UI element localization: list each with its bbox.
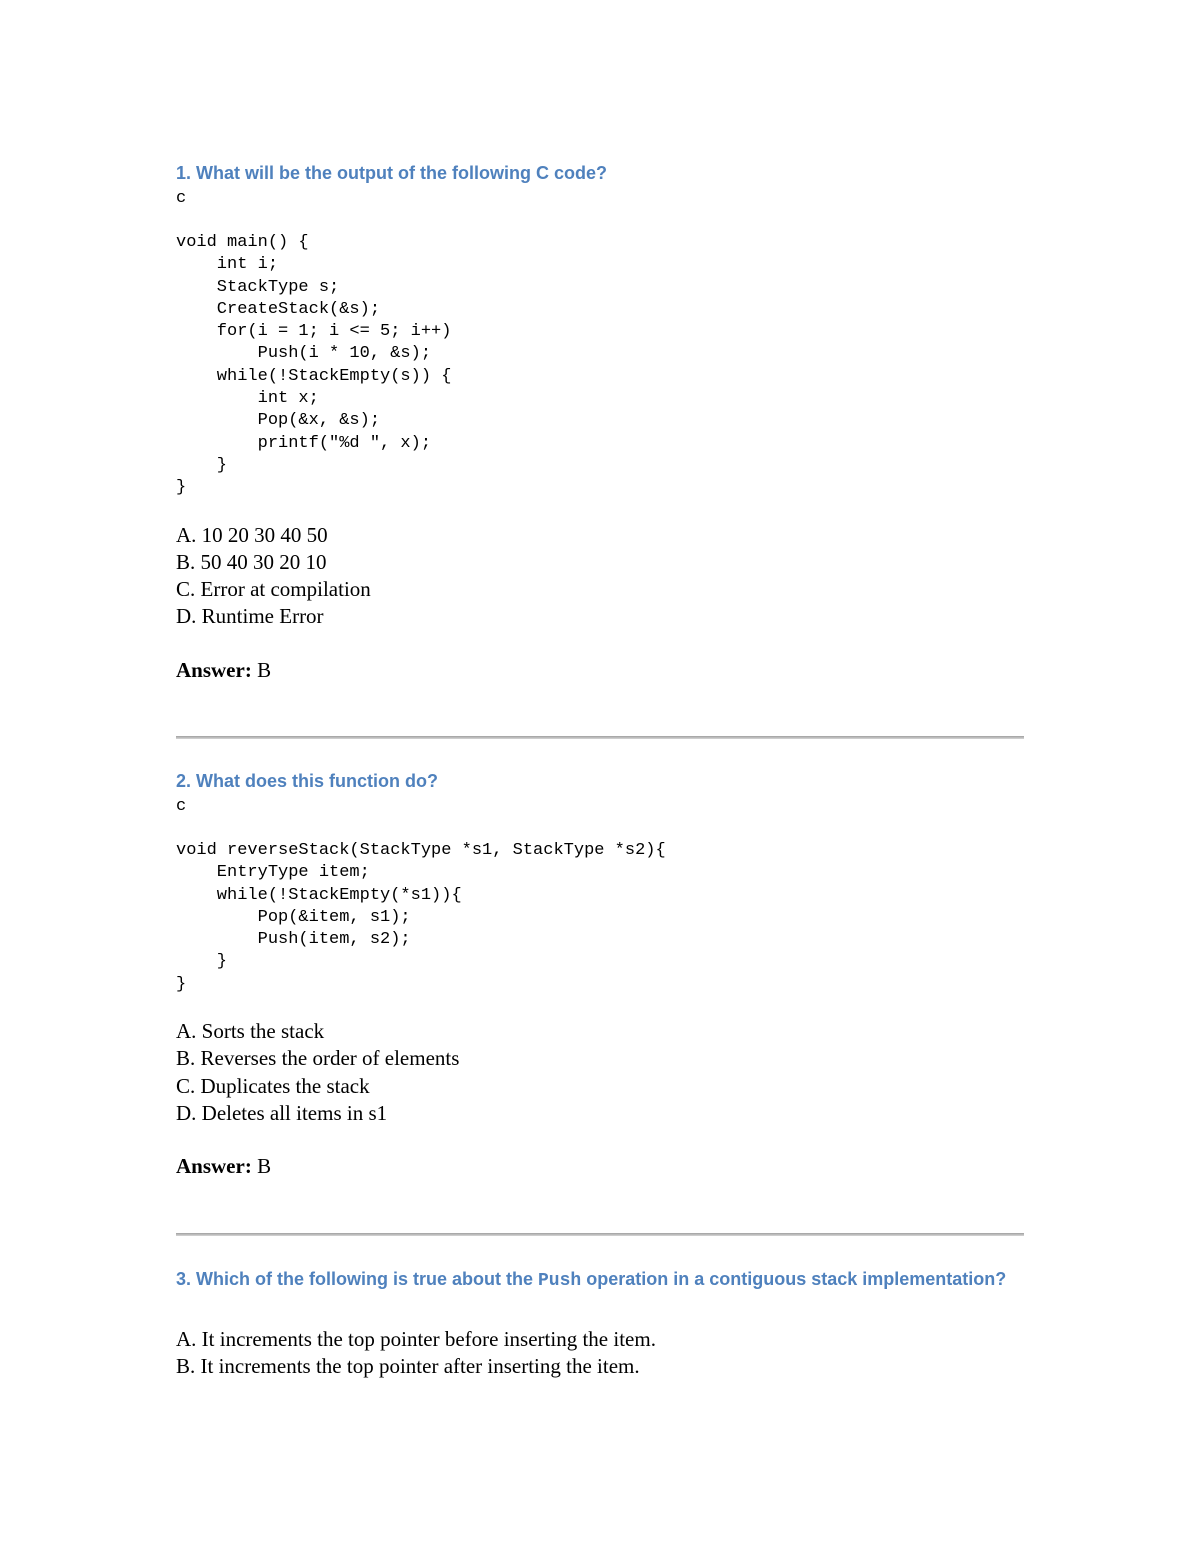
separator xyxy=(176,736,1024,739)
option-c: C. Error at compilation xyxy=(176,577,371,602)
question-1-heading: 1. What will be the output of the following C code? xyxy=(176,163,607,183)
option-a: A. 10 20 30 40 50 xyxy=(176,522,328,547)
option-a: A. It increments the top pointer before inserting the item. xyxy=(176,1327,656,1351)
option-c: C. Duplicates the stack xyxy=(176,1073,370,1098)
question-2 xyxy=(176,766,1024,1180)
option-a: A. Sorts the stack xyxy=(176,1019,325,1044)
options-list xyxy=(176,522,1024,631)
question-3 xyxy=(176,1264,1024,1381)
separator xyxy=(176,1233,1024,1236)
question-2-heading: 2. What does this function do? xyxy=(176,771,438,791)
code-language-label: c xyxy=(176,189,187,208)
question-3-heading xyxy=(176,1264,1024,1296)
answer-line xyxy=(176,1153,1024,1180)
option-b: B. It increments the top pointer after inserting the item. xyxy=(176,1354,640,1379)
heading-code: Push xyxy=(538,1271,582,1291)
options-list xyxy=(176,1018,1024,1127)
heading-prefix: 3. Which of the following is true about the xyxy=(176,1269,538,1289)
option-d: D. Deletes all items in s1 xyxy=(176,1100,388,1125)
answer-label: Answer: xyxy=(176,1154,252,1179)
option-b: B. 50 40 30 20 10 xyxy=(176,549,327,574)
heading-suffix: operation in a contiguous stack implementation? xyxy=(581,1269,1007,1289)
code-block: void main() { int i; StackType s; CreateStack(&s); for(i = 1; i <= 5; i++) Push(i * 10, &s); while(!StackEmpty(s)) { int x; Pop(&x, &s); printf("%d ", x); } } xyxy=(176,233,452,498)
option-d: D. Runtime Error xyxy=(176,604,324,629)
question-1 xyxy=(176,158,1024,684)
code-language-label: c xyxy=(176,797,187,816)
answer-label: Answer: xyxy=(176,657,252,682)
code-block: void reverseStack(StackType *s1, StackType *s2){ EntryType item; while(!StackEmpty(*s1)){ Pop(&item, s1); Push(item, s2); } } xyxy=(176,841,666,994)
answer-value: B xyxy=(251,657,272,682)
answer-value: B xyxy=(251,1154,272,1179)
answer-line xyxy=(176,657,1024,684)
options-list xyxy=(176,1326,1024,1381)
option-b: B. Reverses the order of elements xyxy=(176,1046,460,1071)
